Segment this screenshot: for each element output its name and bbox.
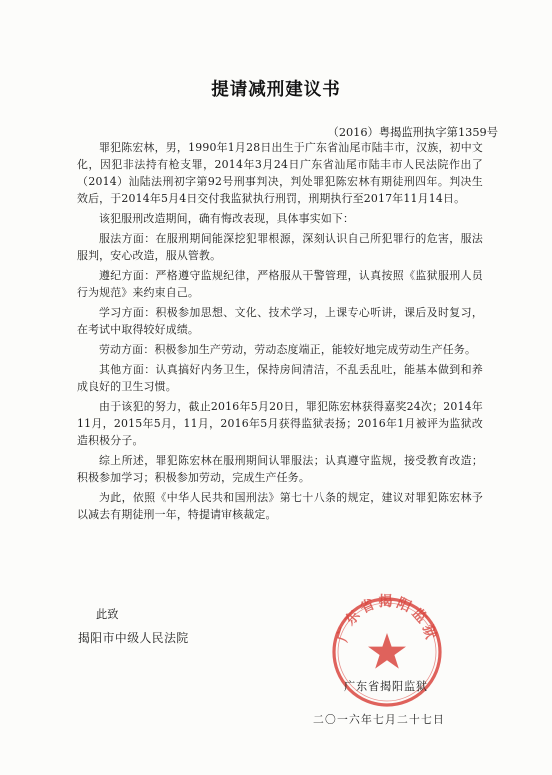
paragraph-labor: 劳动方面：积极参加生产劳动，劳动态度端正，能较好地完成劳动生产任务。 [99, 343, 477, 356]
document-body [77, 139, 483, 526]
document-date: 二〇一六年七月二十七日 [313, 713, 445, 726]
paragraph-other: 其他方面：认真搞好内务卫生，保持房间清洁，不乱丢乱吐，能基本做到和养成良好的卫生习惯。 [77, 363, 483, 393]
document-number: （2016）粤揭监刑执字第1359号 [327, 126, 498, 139]
paragraph-discipline: 遵纪方面：严格遵守监规纪律，严格服从干警管理，认真按照《监狱服刑人员行为规范》来约束自己。 [77, 269, 483, 299]
recipient-court: 揭阳市中级人民法院 [78, 631, 189, 645]
paragraph-criminal-info: 罪犯陈宏林，男，1990年1月28日出生于广东省汕尾市陆丰市，汉族，初中文化，因犯非法持有枪支罪，2014年3月24日广东省汕尾市陆丰市人民法院作出了（2014）汕陆法刑初字第92号刑事判决，判处罪犯陈宏林有期徒刑四年。判决生效后，于2014年5月4日交付我监狱执行刑罚，刑期执行至2017年11月14日。 [77, 141, 483, 205]
paragraph-awards: 由于该犯的努力，截止2016年5月20日，罪犯陈宏林获得嘉奖24次；2014年11月，2015年5月，11月，2016年5月获得监狱表扬；2016年1月被评为监狱改造积极分子。 [77, 400, 483, 447]
document-title: 提请减刑建议书 [211, 80, 341, 100]
paragraph-repentance-intro: 该犯服刑改造期间，确有悔改表现，具体事实如下： [99, 212, 355, 225]
sender-organization: 广东省揭阳监狱 [344, 680, 428, 693]
paragraph-summary: 综上所述，罪犯陈宏林在服刑期间认罪服法；认真遵守监规，接受教育改造；积极参加学习；积极参加劳动，完成生产任务。 [77, 454, 483, 484]
svg-text:广东省揭阳监狱: 广东省揭阳监狱 [334, 594, 440, 644]
paragraph-study: 学习方面：积极参加思想、文化、技术学习，上课专心听讲，课后及时复习，在考试中取得较好成绩。 [77, 306, 483, 336]
paragraph-recommendation: 为此，依照《中华人民共和国刑法》第七十八条的规定，建议对罪犯陈宏林予以减去有期徒刑一年，特提请审核裁定。 [77, 491, 483, 521]
paragraph-law-compliance: 服法方面：在服刑期间能深挖犯罪根源，深刻认识自己所犯罪行的危害，服法服判，安心改造，服从管教。 [77, 232, 483, 262]
salutation: 此致 [96, 608, 119, 621]
